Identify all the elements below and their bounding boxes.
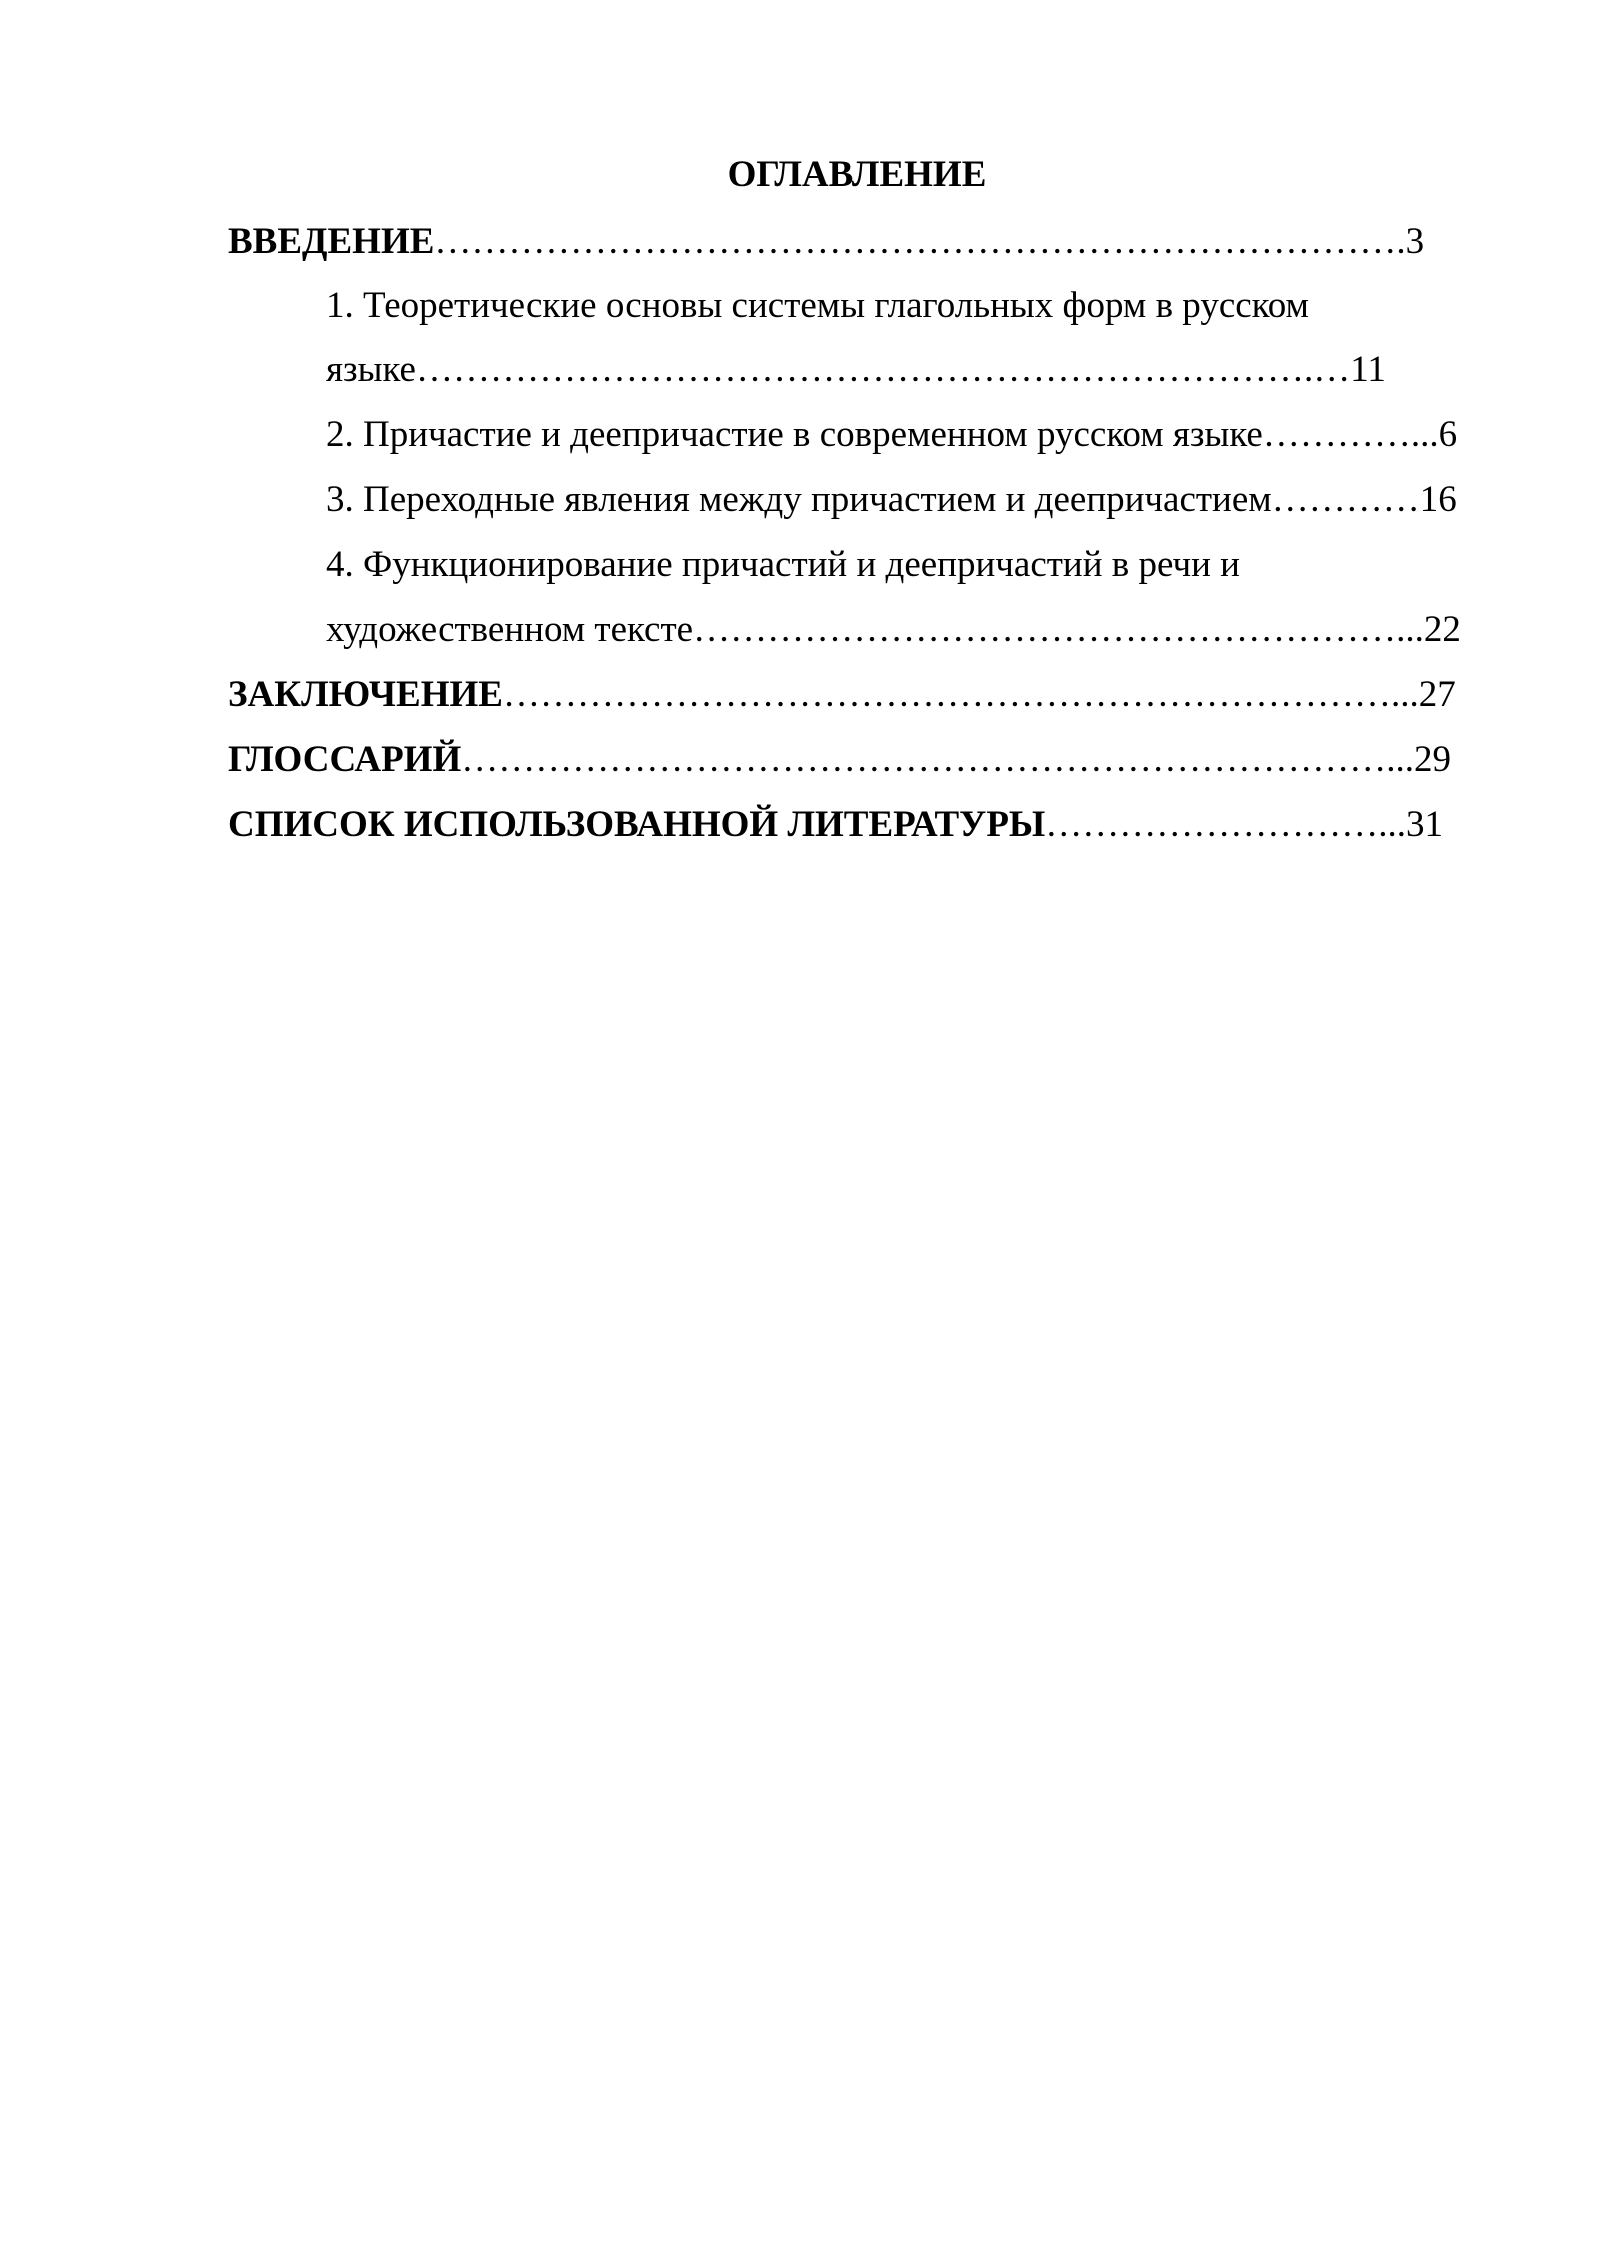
toc-leader-dots: ………………………... — [1045, 804, 1407, 845]
toc-leader-dots: ………… — [1271, 479, 1420, 520]
toc-page-number: 3 — [1405, 221, 1425, 262]
toc-page-number: 29 — [1414, 739, 1451, 780]
toc-leader-dots: …………………………………………………... — [693, 609, 1424, 650]
toc-entry-label: ГЛОССАРИЙ — [228, 739, 462, 780]
toc-page-number: 27 — [1418, 674, 1456, 715]
toc-entry-label: 3. Переходные явления между причастием и деепричастием — [326, 479, 1272, 520]
toc-entry-label: 4. Функционирование причастий и деепричастий в речи и — [326, 544, 1240, 585]
toc-entry-label: ЗАКЛЮЧЕНИЕ — [228, 674, 503, 715]
toc-entry-label: ВВЕДЕНИЕ — [228, 221, 435, 262]
toc-leader-dots: ……………………………………………………………….… — [415, 349, 1351, 390]
toc-page-number: 16 — [1419, 479, 1457, 520]
toc-entry-chapter-1-line-1[interactable] — [326, 283, 1309, 329]
toc-entry-label-continued: языке — [326, 349, 416, 390]
toc-leader-dots: ……………………………………………………………………. — [434, 221, 1406, 262]
toc-entry-chapter-2[interactable] — [326, 412, 1457, 458]
toc-page-number: 11 — [1350, 349, 1386, 390]
toc-page-number: 6 — [1438, 414, 1458, 455]
toc-page-number: 22 — [1423, 609, 1461, 650]
toc-entry-bibliography[interactable] — [228, 802, 1443, 848]
toc-entry-chapter-1-line-2[interactable] — [326, 347, 1386, 393]
toc-entry-label: 2. Причастие и деепричастие в современном русском языке — [326, 414, 1263, 455]
toc-leader-dots: …………………………………………………………………... — [461, 739, 1414, 780]
toc-title: ОГЛАВЛЕНИЕ — [727, 154, 987, 195]
toc-leader-dots: …………... — [1262, 414, 1439, 455]
toc-page-number: 31 — [1406, 804, 1444, 845]
toc-entry-chapter-4-line-1[interactable] — [326, 542, 1240, 588]
toc-entry-chapter-4-line-2[interactable] — [326, 607, 1461, 653]
toc-leader-dots: ………………………………………………………………... — [502, 674, 1419, 715]
toc-entry-chapter-3[interactable] — [326, 477, 1457, 523]
toc-entry-glossary[interactable] — [228, 737, 1451, 783]
toc-entry-label-continued: художественном тексте — [326, 609, 694, 650]
toc-entry-label: СПИСОК ИСПОЛЬЗОВАННОЙ ЛИТЕРАТУРЫ — [228, 804, 1046, 845]
toc-entry-label: 1. Теоретические основы системы глагольных форм в русском — [326, 285, 1309, 326]
toc-entry-conclusion[interactable] — [228, 672, 1456, 718]
toc-entry-introduction[interactable] — [228, 219, 1424, 265]
